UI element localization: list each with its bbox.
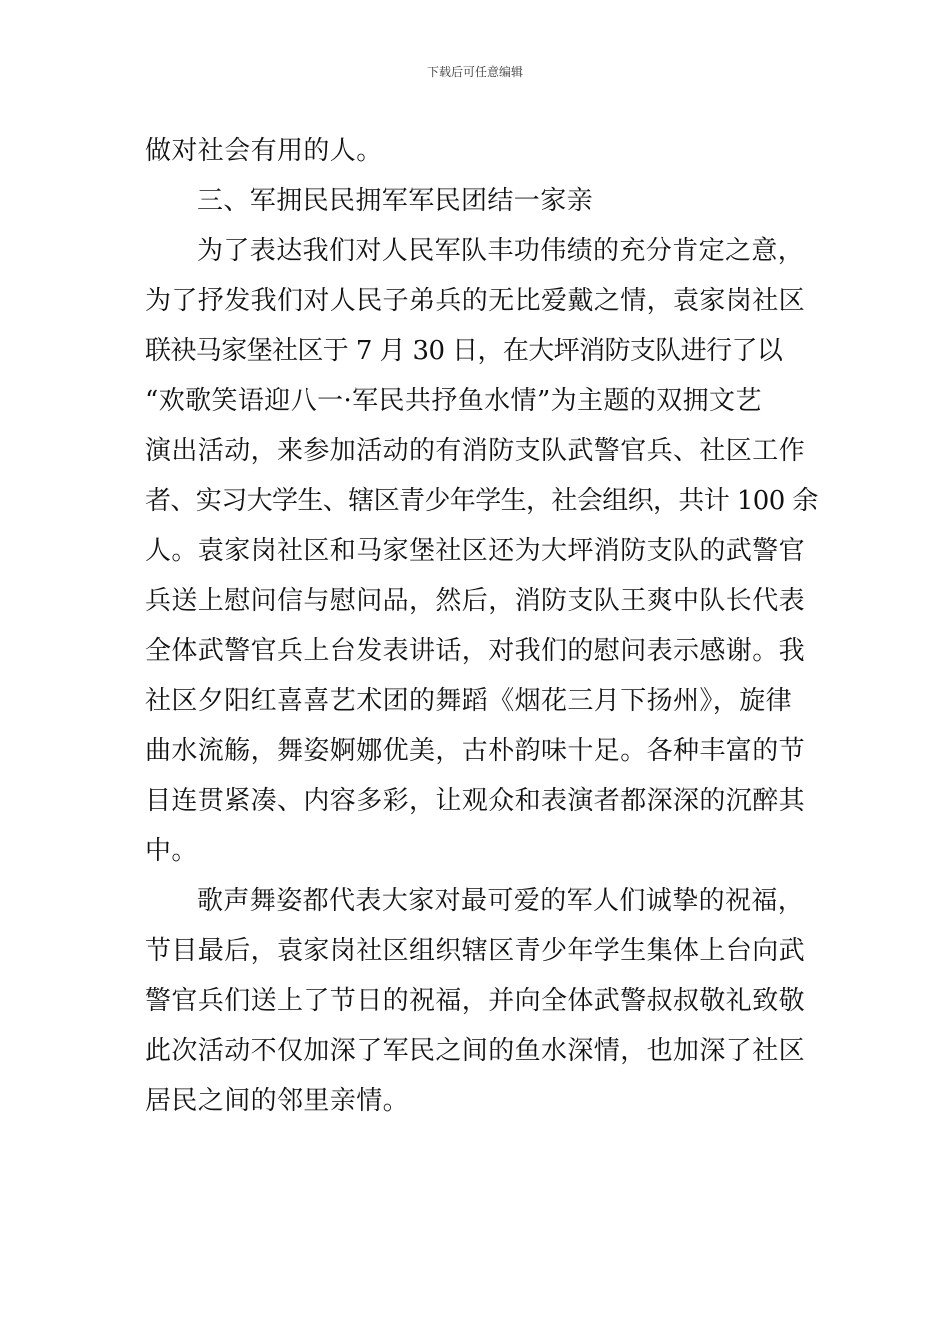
text-line: “欢歌笑语迎八一·军民共抒鱼水情”为主题的双拥文艺 — [145, 386, 762, 416]
text-line: 兵送上慰问信与慰问品，然后，消防支队王爽中队长代表 — [145, 586, 806, 616]
text-line: 节目最后，袁家岗社区组织辖区青少年学生集体上台向武 — [145, 936, 806, 966]
text-line: 此次活动不仅加深了军民之间的鱼水深情，也加深了社区 — [145, 1036, 806, 1066]
text-line: 人。袁家岗社区和马家堡社区还为大坪消防支队的武警官 — [145, 536, 806, 566]
text-line: 社区夕阳红喜喜艺术团的舞蹈《烟花三月下扬州》，旋律 — [145, 686, 793, 716]
text-line: 警官兵们送上了节日的祝福，并向全体武警叔叔敬礼致敬 — [145, 986, 806, 1016]
text-line: 为了表达我们对人民军队丰功伟绩的充分肯定之意， — [197, 236, 805, 266]
page-header: 下载后可任意编辑 — [426, 65, 523, 79]
text-line: 目连贯紧凑、内容多彩，让观众和表演者都深深的沉醉其 — [145, 786, 806, 816]
text-line: 做对社会有用的人。 — [145, 136, 383, 166]
text-line: 中。 — [145, 836, 198, 866]
text-line: 演出活动，来参加活动的有消防支队武警官兵、社区工作 — [145, 436, 806, 466]
document-body — [145, 126, 818, 1126]
section-heading: 三、军拥民民拥军军民团结一家亲 — [197, 186, 594, 216]
text-line: 全体武警官兵上台发表讲话，对我们的慰问表示感谢。我 — [145, 636, 806, 666]
text-line: 曲水流觞，舞姿婀娜优美，古朴韵味十足。各种丰富的节 — [145, 736, 806, 766]
text-line: 为了抒发我们对人民子弟兵的无比爱戴之情，袁家岗社区 — [145, 286, 806, 316]
text-line: 居民之间的邻里亲情。 — [145, 1086, 410, 1116]
text-line: 歌声舞姿都代表大家对最可爱的军人们诚挚的祝福， — [197, 886, 805, 916]
text-line: 者、实习大学生、辖区青少年学生，社会组织，共计 100 余 — [145, 486, 818, 516]
text-line: 联袂马家堡社区于 7 月 30 日，在大坪消防支队进行了以 — [145, 336, 783, 366]
